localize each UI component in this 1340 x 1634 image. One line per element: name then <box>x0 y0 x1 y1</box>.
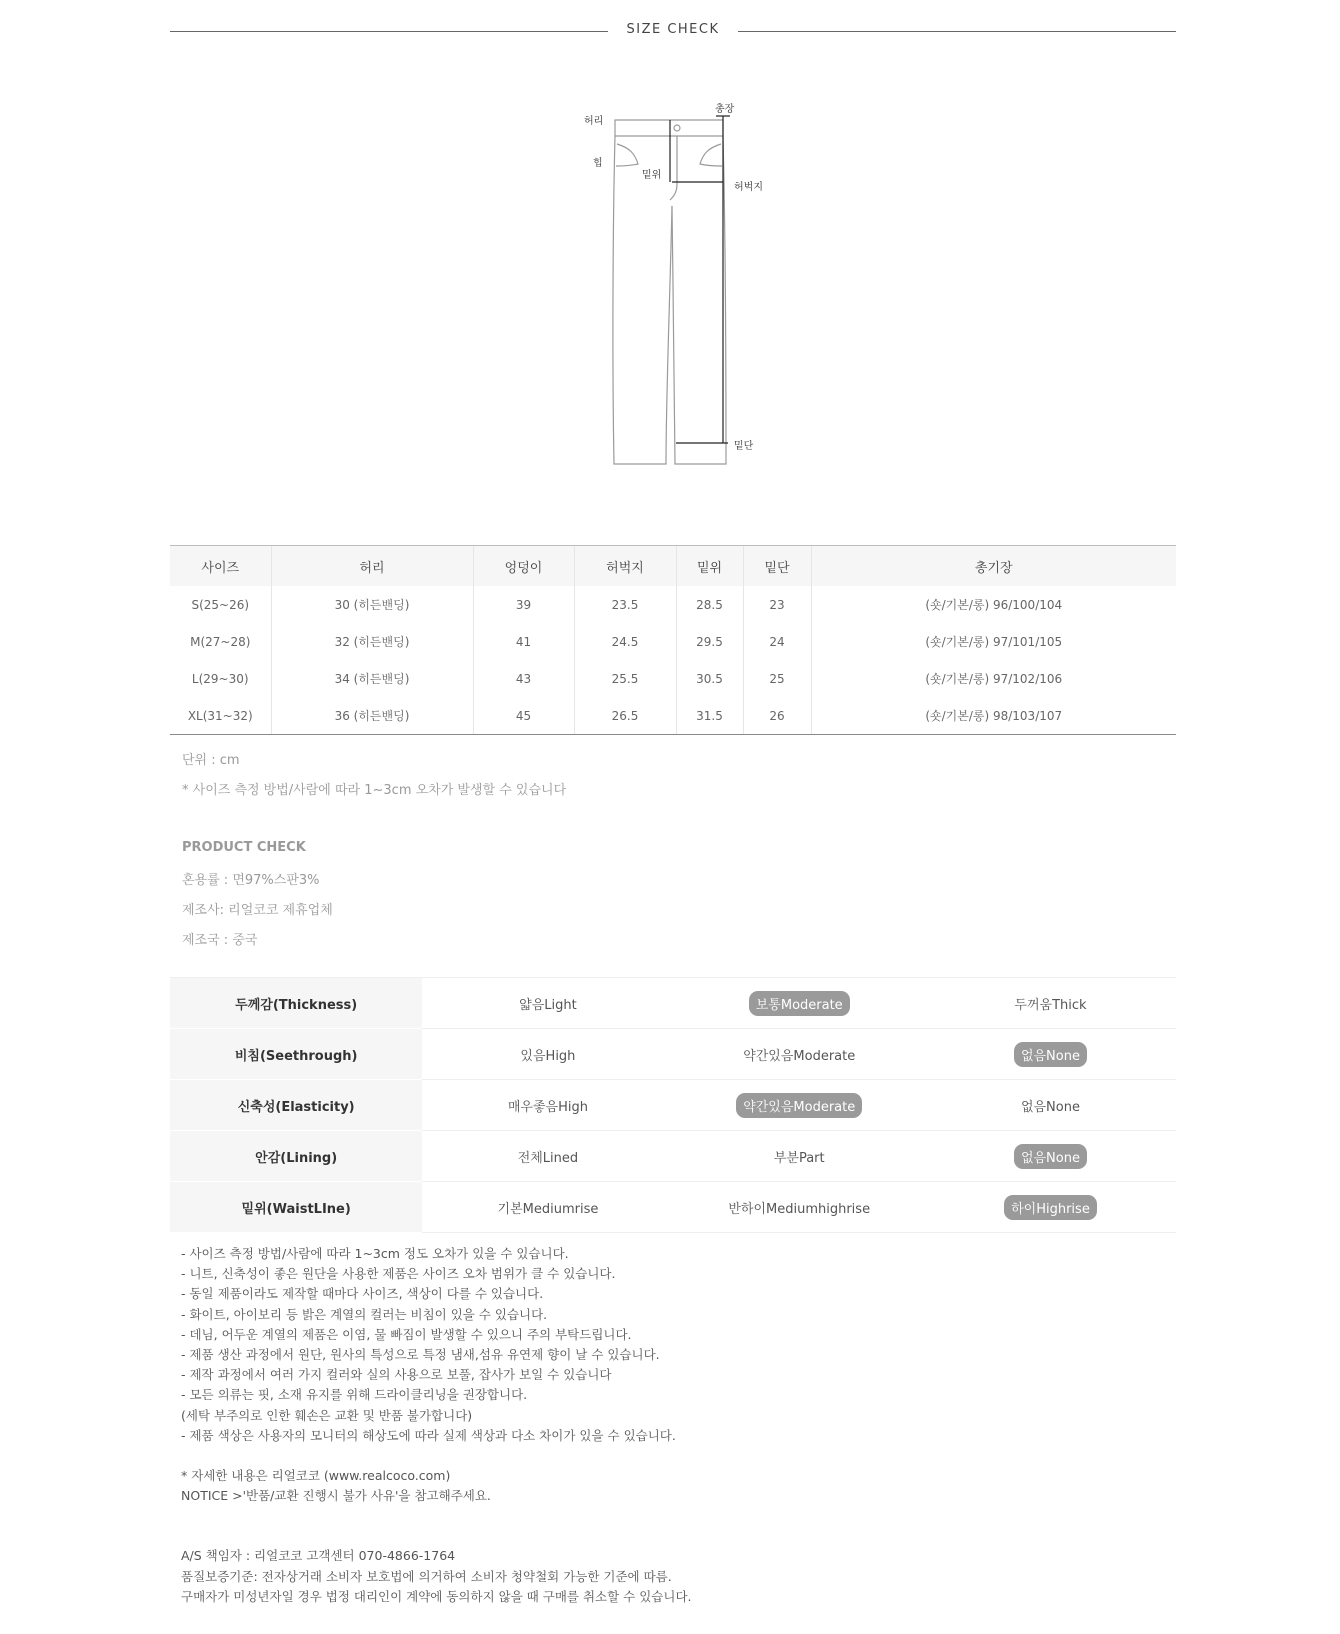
pants-illustration <box>580 96 780 476</box>
unit-note: 단위 : cm <box>182 753 240 768</box>
notice-line: - 니트, 신축성이 좋은 원단을 사용한 제품은 사이즈 오차 범위가 클 수 있습니다. <box>181 1266 616 1282</box>
table-row <box>170 623 1176 660</box>
notice-line: - 동일 제품이라도 제작할 때마다 사이즈, 색상이 다를 수 있습니다. <box>181 1286 544 1302</box>
size-notes <box>182 746 566 806</box>
option-text: 두꺼움Thick <box>1014 997 1087 1013</box>
option-text: 없음None <box>1020 1099 1080 1115</box>
attribute-option <box>674 1182 925 1233</box>
notice-line: - 제품 색상은 사용자의 모니터의 해상도에 따라 실제 색상과 다소 차이가 있을 수 있습니다. <box>181 1427 676 1443</box>
table-cell: 30.5 <box>676 660 743 697</box>
selected-option-badge: 하이Highrise <box>1004 1195 1097 1220</box>
attribute-option <box>674 1080 925 1131</box>
table-cell: 43 <box>473 660 574 697</box>
error-note: * 사이즈 측정 방법/사람에 따라 1~3cm 오차가 발생할 수 있습니다 <box>182 783 567 798</box>
notice-line: - 데님, 어두운 계열의 제품은 이염, 물 빠짐이 발생할 수 있으니 주의 부탁드립니다. <box>181 1326 632 1342</box>
attribute-option <box>422 1029 673 1080</box>
selected-option-badge: 약간있음Moderate <box>736 1093 862 1118</box>
attribute-label: 신축성(Elasticity) <box>170 1080 422 1131</box>
table-cell: (숏/기본/롱) 97/101/105 <box>811 623 1176 660</box>
product-attribute-table <box>170 977 1176 1233</box>
table-cell: 28.5 <box>676 586 743 623</box>
material-info: 혼용률 : 면97%스판3% <box>182 873 320 888</box>
column-header: 총기장 <box>811 546 1176 587</box>
attribute-option <box>925 1080 1176 1131</box>
notice-line: - 화이트, 아이보리 등 밝은 계열의 컬러는 비침이 있을 수 있습니다. <box>181 1306 548 1322</box>
table-cell: 24.5 <box>574 623 676 660</box>
table-cell: 29.5 <box>676 623 743 660</box>
attribute-option <box>925 1131 1176 1182</box>
table-cell: 31.5 <box>676 697 743 735</box>
attribute-row <box>170 978 1176 1029</box>
table-row <box>170 660 1176 697</box>
selected-option-badge: 보통Moderate <box>749 991 850 1016</box>
attribute-label: 밑위(WaistLIne) <box>170 1182 422 1233</box>
attribute-row <box>170 1029 1176 1080</box>
pants-measurement-diagram <box>580 96 780 476</box>
table-cell: XL(31~32) <box>170 697 271 735</box>
section-title: SIZE CHECK <box>626 22 720 37</box>
attribute-option <box>925 978 1176 1029</box>
option-text: 부분Part <box>773 1150 825 1166</box>
table-cell: (숏/기본/롱) 96/100/104 <box>811 586 1176 623</box>
table-cell: 32 (히든밴딩) <box>271 623 473 660</box>
option-text: 있음High <box>520 1048 576 1064</box>
table-cell: 30 (히든밴딩) <box>271 586 473 623</box>
option-text: 매우좋음High <box>507 1099 588 1115</box>
table-cell: 24 <box>743 623 811 660</box>
attribute-row <box>170 1131 1176 1182</box>
size-table-header-row <box>170 546 1176 587</box>
table-cell: 23.5 <box>574 586 676 623</box>
notice-line: - 사이즈 측정 방법/사람에 따라 1~3cm 정도 오차가 있을 수 있습니다. <box>181 1246 569 1261</box>
column-header: 밑단 <box>743 546 811 587</box>
diagram-label-length: 총장 <box>715 104 735 115</box>
detail-info-line: NOTICE >'반품/교환 진행시 불가 사유'을 참고해주세요. <box>181 1488 491 1504</box>
attribute-option <box>422 1182 673 1233</box>
size-table <box>170 545 1176 735</box>
notice-block <box>181 1244 692 1607</box>
section-header <box>170 20 1176 42</box>
table-cell: 39 <box>473 586 574 623</box>
table-cell: 36 (히든밴딩) <box>271 697 473 735</box>
country-info: 제조국 : 중국 <box>182 933 258 948</box>
option-text: 얇음Light <box>519 997 577 1013</box>
column-header: 밑위 <box>676 546 743 587</box>
table-cell: 25.5 <box>574 660 676 697</box>
table-cell: 34 (히든밴딩) <box>271 660 473 697</box>
attribute-label: 비침(Seethrough) <box>170 1029 422 1080</box>
table-cell: 26 <box>743 697 811 735</box>
table-cell: (숏/기본/롱) 97/102/106 <box>811 660 1176 697</box>
attribute-label: 두께감(Thickness) <box>170 978 422 1029</box>
product-check-title: PRODUCT CHECK <box>182 840 306 855</box>
table-row <box>170 697 1176 735</box>
option-text: 기본Mediumrise <box>497 1201 599 1217</box>
attribute-option <box>674 978 925 1029</box>
diagram-label-hem: 밑단 <box>734 441 754 452</box>
table-cell: 41 <box>473 623 574 660</box>
column-header: 사이즈 <box>170 546 271 587</box>
notice-line: - 모든 의류는 핏, 소재 유지를 위해 드라이클리닝을 권장합니다. <box>181 1387 528 1403</box>
table-cell: 23 <box>743 586 811 623</box>
attribute-option <box>422 1080 673 1131</box>
notice-line: (세탁 부주의로 인한 훼손은 교환 및 반품 불가합니다) <box>181 1407 473 1423</box>
attribute-option <box>925 1029 1176 1080</box>
table-row <box>170 586 1176 623</box>
attribute-option <box>422 1131 673 1182</box>
table-cell: (숏/기본/롱) 98/103/107 <box>811 697 1176 735</box>
attribute-option <box>925 1182 1176 1233</box>
diagram-label-thigh: 허벅지 <box>734 182 763 193</box>
product-info <box>182 866 333 956</box>
selected-option-badge: 없음None <box>1014 1042 1087 1067</box>
table-cell: S(25~26) <box>191 597 250 612</box>
header-divider-left <box>170 31 608 32</box>
diagram-label-rise: 밑위 <box>642 170 662 181</box>
notice-line: - 제품 생산 과정에서 원단, 원사의 특성으로 특정 냄새,섬유 유연제 향이 날 수 있습니다. <box>181 1347 660 1363</box>
selected-option-badge: 없음None <box>1014 1144 1087 1169</box>
as-info-line: 품질보증기준: 전자상거래 소비자 보호법에 의거하여 소비자 청약철회 가능한 기준에 따름. <box>181 1568 672 1584</box>
attribute-option <box>674 1029 925 1080</box>
column-header: 허리 <box>271 546 473 587</box>
header-divider-right <box>738 31 1176 32</box>
table-cell: L(29~30) <box>191 671 249 686</box>
attribute-row <box>170 1080 1176 1131</box>
attribute-option <box>422 978 673 1029</box>
as-info-line: A/S 책임자 : 리얼코코 고객센터 070-4866-1764 <box>181 1548 456 1564</box>
table-cell: 45 <box>473 697 574 735</box>
table-cell: 26.5 <box>574 697 676 735</box>
attribute-row <box>170 1182 1176 1233</box>
table-cell: M(27~28) <box>190 634 251 649</box>
diagram-label-waist: 허리 <box>584 116 604 127</box>
notice-line: - 제작 과정에서 여러 가지 컬러와 실의 사용으로 보풀, 잡사가 보일 수 있습니다 <box>181 1367 612 1383</box>
column-header: 허벅지 <box>574 546 676 587</box>
detail-info-line: * 자세한 내용은 리얼코코 (www.realcoco.com) <box>181 1468 451 1484</box>
column-header: 엉덩이 <box>473 546 574 587</box>
option-text: 전체Lined <box>517 1150 579 1166</box>
attribute-label: 안감(Lining) <box>170 1131 422 1182</box>
option-text: 약간있음Moderate <box>743 1048 856 1064</box>
option-text: 반하이Mediumhighrise <box>728 1201 871 1217</box>
table-cell: 25 <box>743 660 811 697</box>
maker-info: 제조사: 리얼코코 제휴업체 <box>182 903 333 918</box>
as-info-line: 구매자가 미성년자일 경우 법정 대리인이 계약에 동의하지 않을 때 구매를 취소할 수 있습니다. <box>181 1588 692 1604</box>
attribute-option <box>674 1131 925 1182</box>
diagram-label-hip: 힙 <box>593 158 603 169</box>
